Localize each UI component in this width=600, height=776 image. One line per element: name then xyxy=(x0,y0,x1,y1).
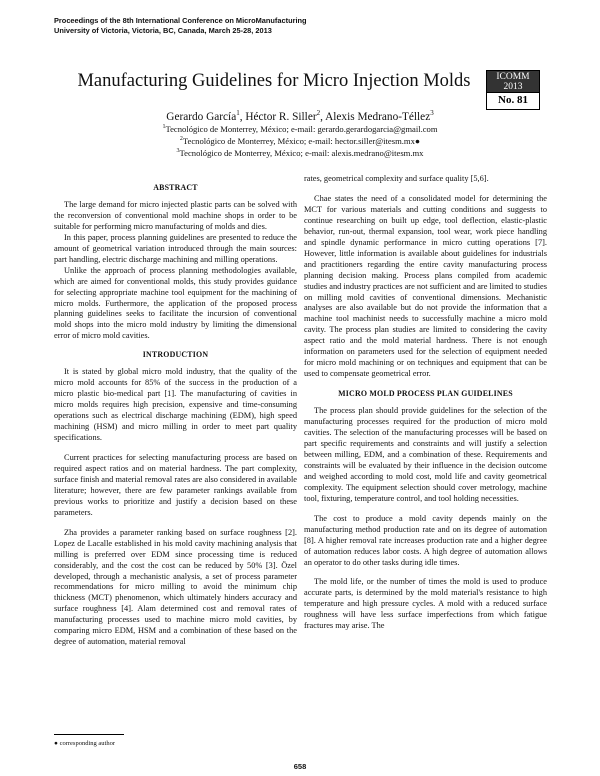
affiliation-text: Tecnológico de Monterrey, México; e-mail: alexis.medrano@itesm.mx xyxy=(179,147,424,158)
author-name: Gerardo García xyxy=(166,110,237,123)
page-number: 658 xyxy=(293,762,307,771)
footnote-marker-icon: ● xyxy=(54,740,58,747)
badge-conference: ICOMM xyxy=(487,71,539,82)
author-name: Héctor R. Siller xyxy=(245,110,317,123)
process-plan-paragraph: The process plan should provide guidelines for the selection of the manufacturing processes required for the production of micro mold cavities. The selection of the manufacturing processes will be based on part specific requirements and constraints and will justify a selection between milling, EDM, and a combination of these. Requirements and constraints will be evaluated by their influence in the decision outcome and weighed according to mold cost, mold life and cavity geometrical complexity. The equipment selection should cover metrology, machine tool, fixturing, temperature control, and tool holding necessities. xyxy=(304,406,547,503)
right-column xyxy=(304,174,547,632)
badge-number: No. 81 xyxy=(487,92,539,108)
introduction-paragraph: It is stated by global micro mold industry, that the quality of the micro mold accounts for 85% of the success in the production of a micro plastic bio-medical part [1]. The manufacturing of cavities in micro molds requires high precision, expensive and time-consuming operations such as electrical discharge machining (EDM), high speed machining (HSM) and micro milling in order to meet part quality specifications. xyxy=(54,367,297,443)
author-name: Alexis Medrano-Téllez xyxy=(325,110,431,123)
process-plan-paragraph: The cost to produce a mold cavity depends mainly on the manufacturing method production rate and on its degree of automation [8]. A higher removal rate increases production rate and a higher degree of automation reduces labor costs. A high degree of automation allows an operator to do other tasks during idle times. xyxy=(304,513,547,567)
introduction-continued: rates, geometrical complexity and surface quality [5,6]. xyxy=(304,174,489,183)
conference-badge xyxy=(486,70,540,110)
affiliation-text: Tecnológico de Monterrey, México; e-mail: gerardo.gerardogarcia@gmail.com xyxy=(165,123,438,134)
introduction-heading: INTRODUCTION xyxy=(142,350,209,360)
abstract-paragraph: In this paper, process planning guidelines are presented to reduce the amount of geometrical variation introduced through the main sources: part handling, electric discharge machining and milling operations. xyxy=(54,232,297,264)
left-column xyxy=(54,177,297,648)
affiliation-text: Tecnológico de Monterrey, México; e-mail: hector.siller@itesm.mx● xyxy=(182,135,421,146)
affiliation xyxy=(54,122,546,135)
footnote xyxy=(54,740,115,747)
process-plan-heading: MICRO MOLD PROCESS PLAN GUIDELINES xyxy=(338,389,513,399)
conference-header xyxy=(54,16,474,35)
badge-year: 2013 xyxy=(487,82,539,92)
conference-header-line1: Proceedings of the 8th International Conference on MicroManufacturing xyxy=(54,16,307,25)
paper-title: Manufacturing Guidelines for Micro Injection Molds xyxy=(77,71,471,91)
footnote-text: corresponding author xyxy=(59,740,115,747)
author-sup: 3 xyxy=(430,109,434,117)
process-plan-paragraph: The mold life, or the number of times the mold is used to produce accurate parts, is determined by the mold material's resistance to high temperature and high pressure cycles. A mold with a reduced surface roughness will have less surface imperfections from which fatigue fractures may arise. The xyxy=(304,577,547,631)
author-sup: 1 xyxy=(236,109,240,117)
affiliation-sup: 2 xyxy=(179,136,183,142)
introduction-paragraph: Zha provides a parameter ranking based on surface roughness [2]. Lopez de Lacalle established in his mold cavity machining analysis that milling is preferred over EDM since processing time is reduced considerably, and the cost the cost can be reduced by 50% [3]. Özel developed, through a mechanistic analysis, a set of process parameter recommendations for micro milling to avoid the minimum chip thickness (MCT) phenomenon, which ultimately hinders accuracy and surface roughness [4]. Alam determined cost and removal rates of manufacturing processes used to machine micro mold cavities, by comparing micro EDM, HSM and a combination of these based on the degree of automation, material removal xyxy=(54,527,297,647)
author-list: Gerardo García$^1$, Héctor R. Siller$^2$, Alexis Medrano-Téllez$^3$ xyxy=(166,109,434,123)
conference-header-line2: University of Victoria, Victoria, BC, Canada, March 25-28, 2013 xyxy=(54,25,272,35)
affiliation xyxy=(54,146,546,159)
abstract-heading: ABSTRACT xyxy=(153,183,198,192)
introduction-paragraph: Current practices for selecting manufacturing process are based on required aspect ratios and on material hardness. The part complexity, surface finish and material removal rates are also considered in available literature; however, there are few parameter rankings available from previous works to prioritize and justify a decision based on these parameters. xyxy=(54,452,297,517)
author-sup: 2 xyxy=(316,109,321,117)
footnote-divider xyxy=(54,734,124,735)
affiliation xyxy=(54,134,546,147)
abstract-paragraph: Unlike the approach of process planning methodologies available, which are aimed for conventional molds, this study provides guidance for selecting appropriate machine tool equipment for the machining of micro molds. Furthermore, the application of the proposed process planning guidelines seeks to facilitate the incursion of conventional mold shops into the micro mold industry by limiting the dimensional error of micro mold cavities. xyxy=(54,265,297,341)
abstract-paragraph: The large demand for micro injected plastic parts can be solved with the reconversion of conventional mold machine shops in order to be suitable for performing micro manufacturing of molds and dies. xyxy=(54,199,297,231)
introduction-paragraph: Chae states the need of a consolidated model for determining the MCT for various materials and cutting conditions and suggests to continue researching on built up edge, tool deflection, elastic-plastic behavior, run-out, thermal expansion, tool wear, work piece handling and spindle dynamic performance in micro cutting operations [7]. However, little information is available about guidelines for industrials and practitioners regarding the entire cavity manufacturing process planning decision making. Process plans compiled from academic studies and industry practices are not sufficient and are limited to studies on milling mold cavities of conventional dimensions. Mechanistic analyses are also available but do not provide the information that a machine tool machinist needs to successfully machine a micro mold cavity. The process plan studies are limited to considering the cavity aspect ratio and the mold material hardness. There is not enough information on parameters used for the selection of equipment needed for micro mold machining or on techniques and equipment that can be used to compensate geometrical error. xyxy=(304,193,547,379)
affiliation-sup: 3 xyxy=(176,148,180,154)
affiliation-sup: 1 xyxy=(162,124,166,130)
